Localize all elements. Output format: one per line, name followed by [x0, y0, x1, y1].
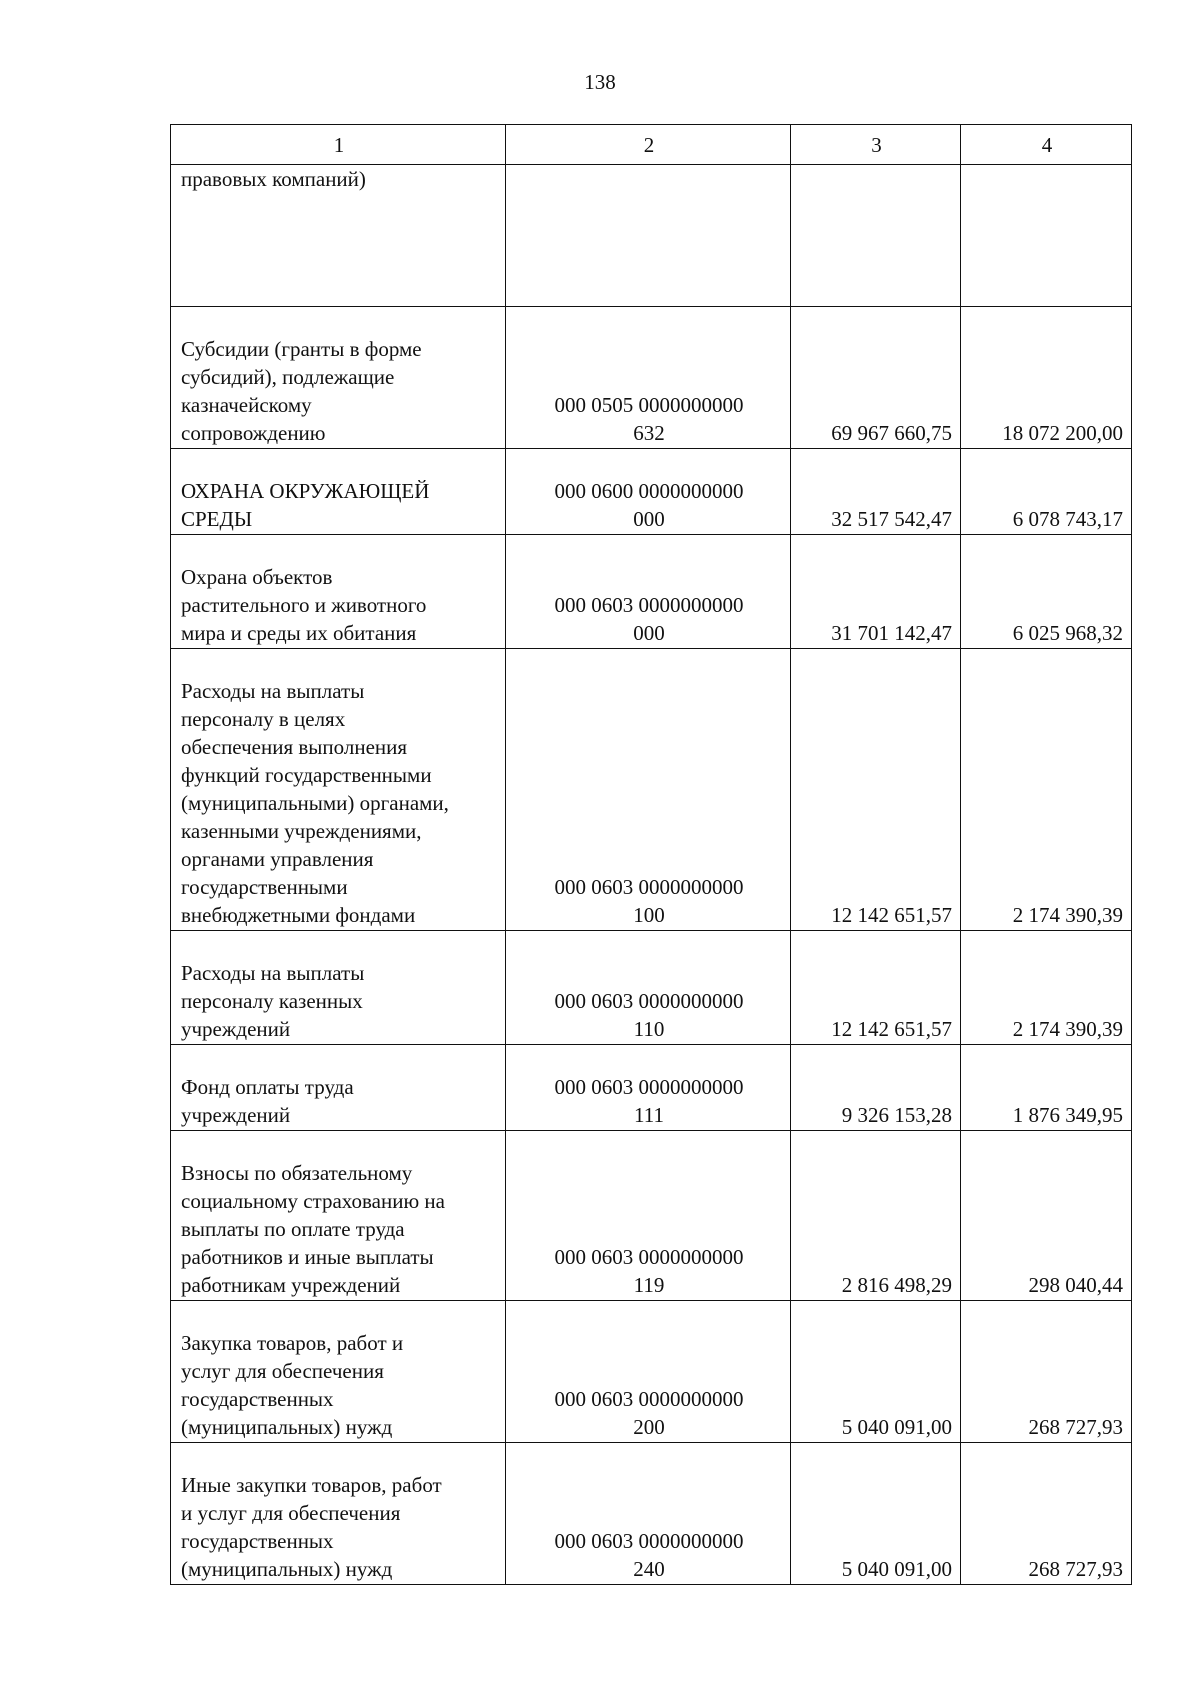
- value-column-4: 268 727,93: [961, 1301, 1132, 1443]
- name-line: обеспечения выполнения: [181, 735, 408, 759]
- value-column-4: [961, 165, 1132, 307]
- budget-classification-code: [506, 165, 791, 307]
- code-line: 111: [634, 1103, 664, 1127]
- value-column-4: 6 025 968,32: [961, 535, 1132, 649]
- code-line: 000 0603 0000000000: [554, 1529, 744, 1553]
- table-row: [171, 931, 1132, 1045]
- code-line: 110: [633, 1017, 665, 1041]
- budget-item-name: [171, 649, 506, 931]
- code-line: 000 0600 0000000000: [554, 479, 744, 503]
- code-line: 000 0603 0000000000: [554, 593, 744, 617]
- name-line: мира и среды их обитания: [181, 621, 417, 645]
- name-line: субсидий), подлежащие: [181, 365, 395, 389]
- name-line: (муниципальными) органами,: [181, 791, 449, 815]
- name-line: Расходы на выплаты: [181, 679, 365, 703]
- column-header-2: 2: [506, 125, 791, 165]
- name-line: Закупка товаров, работ и: [181, 1331, 404, 1355]
- value-column-4: 18 072 200,00: [961, 307, 1132, 449]
- code-line: 100: [633, 903, 665, 927]
- code-line: 000 0603 0000000000: [554, 1075, 744, 1099]
- name-line: государственных: [181, 1529, 334, 1553]
- table-row: [171, 449, 1132, 535]
- budget-item-name: [171, 1301, 506, 1443]
- name-line: СРЕДЫ: [181, 507, 253, 531]
- value-column-4: 298 040,44: [961, 1131, 1132, 1301]
- name-line: Расходы на выплаты: [181, 961, 365, 985]
- budget-classification-code: [506, 449, 791, 535]
- table-row: [171, 1045, 1132, 1131]
- name-line: государственных: [181, 1387, 334, 1411]
- name-line: (муниципальных) нужд: [181, 1415, 393, 1439]
- table-body: [171, 165, 1132, 1585]
- value-column-4: 268 727,93: [961, 1443, 1132, 1585]
- table-row: [171, 1131, 1132, 1301]
- code-line: 000: [633, 507, 665, 531]
- name-line: казенными учреждениями,: [181, 819, 422, 843]
- code-line: 000 0603 0000000000: [554, 875, 744, 899]
- name-line: правовых компаний): [181, 167, 366, 191]
- name-line: ОХРАНА ОКРУЖАЮЩЕЙ: [181, 479, 430, 503]
- name-line: социальному страхованию на: [181, 1189, 445, 1213]
- table-row: [171, 535, 1132, 649]
- table-row: [171, 307, 1132, 449]
- table-row: [171, 649, 1132, 931]
- name-line: персоналу казенных: [181, 989, 363, 1013]
- name-line: казначейскому: [181, 393, 312, 417]
- name-line: учреждений: [181, 1017, 291, 1041]
- name-line: Охрана объектов: [181, 565, 333, 589]
- budget-table: [170, 124, 1132, 1585]
- name-line: внебюджетными фондами: [181, 903, 416, 927]
- column-header-3: 3: [791, 125, 961, 165]
- budget-item-name: [171, 1045, 506, 1131]
- budget-item-name: [171, 535, 506, 649]
- code-line: 000 0603 0000000000: [554, 989, 744, 1013]
- value-column-3: 12 142 651,57: [791, 649, 961, 931]
- name-line: сопровождению: [181, 421, 326, 445]
- code-line: 200: [633, 1415, 665, 1439]
- value-column-3: [791, 165, 961, 307]
- name-line: Субсидии (гранты в форме: [181, 337, 422, 361]
- name-line: (муниципальных) нужд: [181, 1557, 393, 1581]
- code-line: 000 0505 0000000000: [554, 393, 744, 417]
- name-line: работникам учреждений: [181, 1273, 401, 1297]
- name-line: учреждений: [181, 1103, 291, 1127]
- code-line: 632: [633, 421, 665, 445]
- budget-item-name: [171, 449, 506, 535]
- code-line: 000 0603 0000000000: [554, 1387, 744, 1411]
- name-line: услуг для обеспечения: [181, 1359, 384, 1383]
- budget-classification-code: [506, 535, 791, 649]
- value-column-3: 12 142 651,57: [791, 931, 961, 1045]
- header-row: [171, 125, 1132, 165]
- column-header-4: 4: [961, 125, 1132, 165]
- table-row: [171, 1301, 1132, 1443]
- table-row: [171, 1443, 1132, 1585]
- budget-item-name: [171, 931, 506, 1045]
- name-line: Взносы по обязательному: [181, 1161, 413, 1185]
- page-number: 138: [584, 70, 616, 94]
- value-column-4: 6 078 743,17: [961, 449, 1132, 535]
- value-column-3: 9 326 153,28: [791, 1045, 961, 1131]
- value-column-3: 5 040 091,00: [791, 1301, 961, 1443]
- value-column-3: 31 701 142,47: [791, 535, 961, 649]
- value-column-3: 5 040 091,00: [791, 1443, 961, 1585]
- value-column-3: 32 517 542,47: [791, 449, 961, 535]
- budget-classification-code: [506, 1443, 791, 1585]
- budget-classification-code: [506, 649, 791, 931]
- name-line: функций государственными: [181, 763, 432, 787]
- value-column-3: 2 816 498,29: [791, 1131, 961, 1301]
- budget-item-name: [171, 165, 506, 307]
- budget-classification-code: [506, 1131, 791, 1301]
- name-line: растительного и животного: [181, 593, 427, 617]
- value-column-4: 1 876 349,95: [961, 1045, 1132, 1131]
- name-line: работников и иные выплаты: [181, 1245, 434, 1269]
- column-header-1: 1: [171, 125, 506, 165]
- budget-item-name: [171, 1131, 506, 1301]
- value-column-3: 69 967 660,75: [791, 307, 961, 449]
- name-line: выплаты по оплате труда: [181, 1217, 405, 1241]
- budget-classification-code: [506, 307, 791, 449]
- table-row: [171, 165, 1132, 307]
- budget-classification-code: [506, 1045, 791, 1131]
- value-column-4: 2 174 390,39: [961, 931, 1132, 1045]
- name-line: государственными: [181, 875, 348, 899]
- name-line: Иные закупки товаров, работ: [181, 1473, 442, 1497]
- name-line: органами управления: [181, 847, 374, 871]
- budget-classification-code: [506, 931, 791, 1045]
- name-line: Фонд оплаты труда: [181, 1075, 354, 1099]
- value-column-4: 2 174 390,39: [961, 649, 1132, 931]
- name-line: и услуг для обеспечения: [181, 1501, 401, 1525]
- code-line: 240: [633, 1557, 665, 1581]
- code-line: 000 0603 0000000000: [554, 1245, 744, 1269]
- budget-classification-code: [506, 1301, 791, 1443]
- code-line: 119: [633, 1273, 665, 1297]
- code-line: 000: [633, 621, 665, 645]
- budget-item-name: [171, 1443, 506, 1585]
- budget-item-name: [171, 307, 506, 449]
- name-line: персоналу в целях: [181, 707, 346, 731]
